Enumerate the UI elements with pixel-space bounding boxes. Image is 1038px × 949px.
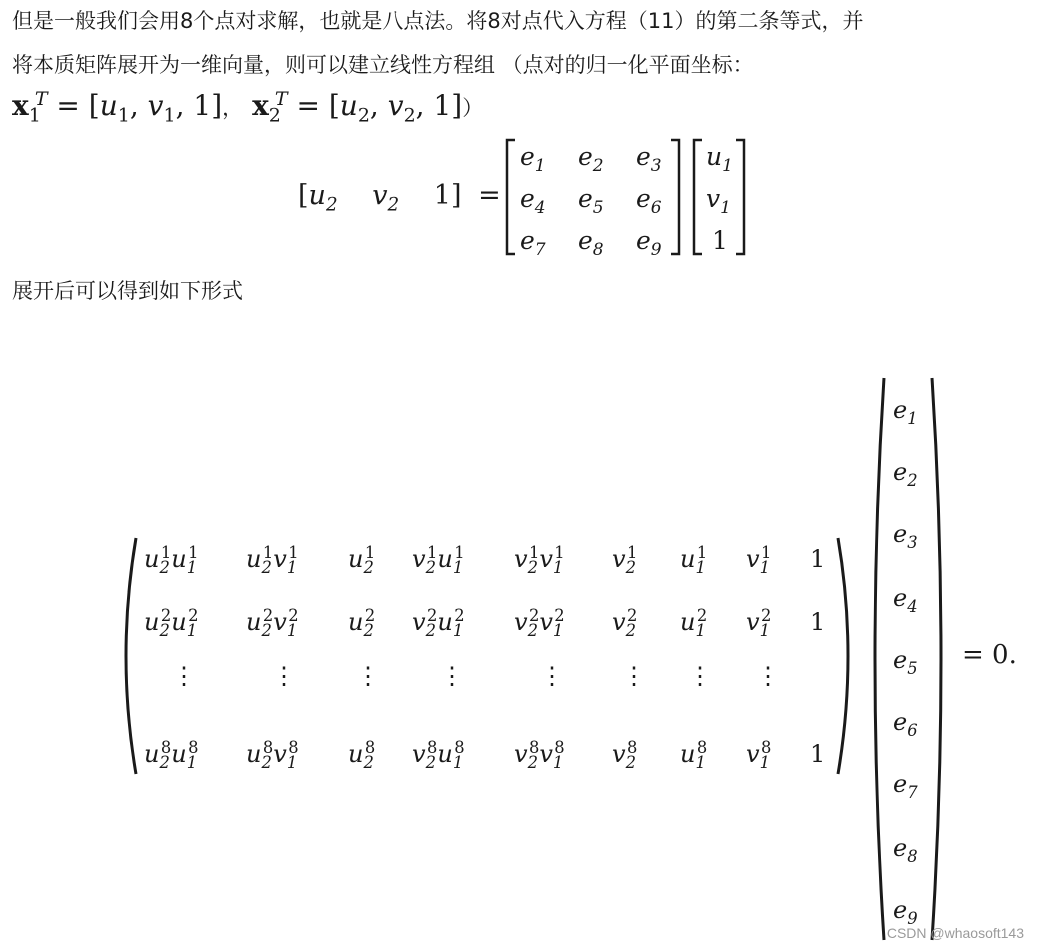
- vec-e1: $e_1$: [893, 396, 918, 428]
- paragraph-line-2: 将本质矩阵展开为一维向量，则可以建立线性方程组 （点对的归一化平面坐标：: [12, 53, 754, 77]
- m-r2-c5: $v_2^2v_1^2$: [514, 606, 565, 640]
- m-r1-c6: $v_2^1$: [612, 543, 638, 577]
- m-r8-c5: $v_2^8v_1^8$: [514, 738, 565, 772]
- m-r2-c7: $u_1^2$: [680, 606, 708, 640]
- lhs-row-vector: [$u_2$ $v_2$ 1] =: [298, 180, 501, 216]
- m-r2-c9: 1: [810, 608, 826, 636]
- m-r8-c2: $u_2^8v_1^8$: [246, 738, 299, 772]
- m-r2-c2: $u_2^2v_1^2$: [246, 606, 299, 640]
- vec-e2: $e_2$: [893, 458, 918, 490]
- m-r8-c3: $u_2^8$: [348, 738, 376, 772]
- m-r1-c3: $u_2^1$: [348, 543, 376, 577]
- vec-e7: $e_7$: [893, 770, 918, 802]
- vec-e3: $e_3$: [893, 520, 918, 552]
- formula-close-paren: ）: [462, 96, 484, 120]
- e8-cell: $e_8$: [578, 226, 604, 260]
- m-r1-c5: $v_2^1v_1^1$: [514, 543, 565, 577]
- e6-cell: $e_6$: [636, 184, 662, 218]
- e4-cell: $e_4$: [520, 184, 546, 218]
- e9-cell: $e_9$: [636, 226, 662, 260]
- m-r8-c7: $u_1^8$: [680, 738, 708, 772]
- e3-cell: $e_3$: [636, 142, 662, 176]
- v1-cell: $v_1$: [706, 184, 731, 218]
- m-r1-c9: 1: [810, 545, 826, 573]
- one-cell: 1: [712, 226, 728, 255]
- m-r8-c8: $v_1^8$: [746, 738, 772, 772]
- e7-cell: $e_7$: [520, 226, 546, 260]
- vec-e6: $e_6$: [893, 708, 918, 740]
- expanded-form-caption: 展开后可以得到如下形式: [12, 279, 243, 303]
- coefficient-matrix-parens: [122, 536, 852, 776]
- paragraph-line-1: 但是一般我们会用8个点对求解，也就是八点法。将8对点代入方程（11）的第二条等式，并: [12, 9, 864, 33]
- u1-cell: $u_1$: [706, 142, 733, 176]
- vec-e5: $e_5$: [893, 646, 918, 678]
- vdots-c6: ⋮: [622, 662, 646, 690]
- m-r8-c4: $v_2^8u_1^8$: [412, 738, 465, 772]
- m-r1-c8: $v_1^1$: [746, 543, 772, 577]
- m-r8-c6: $v_2^8$: [612, 738, 638, 772]
- e2-cell: $e_2$: [578, 142, 604, 176]
- vdots-c4: ⋮: [440, 662, 464, 690]
- e1-cell: $e_1$: [520, 142, 546, 176]
- vdots-c8: ⋮: [756, 662, 780, 690]
- vdots-c2: ⋮: [272, 662, 296, 690]
- m-r2-c3: $u_2^2$: [348, 606, 376, 640]
- formula-separator: ，: [222, 96, 244, 120]
- vec-e9: $e_9$: [893, 896, 918, 928]
- m-r2-c4: $v_2^2u_1^2$: [412, 606, 465, 640]
- m-r2-c8: $v_1^2$: [746, 606, 772, 640]
- vdots-c5: ⋮: [540, 662, 564, 690]
- m-r1-c4: $v_2^1u_1^1$: [412, 543, 465, 577]
- m-r1-c1: $u_2^1u_1^1$: [144, 543, 199, 577]
- vec-e4: $e_4$: [893, 584, 918, 616]
- normalized-coordinates-formula: $x_1^T = [u_1$, $v_1$, 1]， $x_2^T = [u_2$, $v_2$, 1]）: [12, 87, 484, 127]
- m-r1-c2: $u_2^1v_1^1$: [246, 543, 299, 577]
- m-r1-c7: $u_1^1$: [680, 543, 708, 577]
- watermark: CSDN @whaosoft143: [886, 925, 1024, 941]
- m-r2-c1: $u_2^2u_1^2$: [144, 606, 199, 640]
- vec-e8: $e_8$: [893, 834, 918, 866]
- m-r8-c9: 1: [810, 740, 826, 768]
- vdots-c7: ⋮: [688, 662, 712, 690]
- vdots-c1: ⋮: [172, 662, 196, 690]
- m-r2-c6: $v_2^2$: [612, 606, 638, 640]
- equals-zero: = 0.: [962, 640, 1017, 670]
- e5-cell: $e_5$: [578, 184, 604, 218]
- m-r8-c1: $u_2^8u_1^8$: [144, 738, 199, 772]
- vdots-c3: ⋮: [356, 662, 380, 690]
